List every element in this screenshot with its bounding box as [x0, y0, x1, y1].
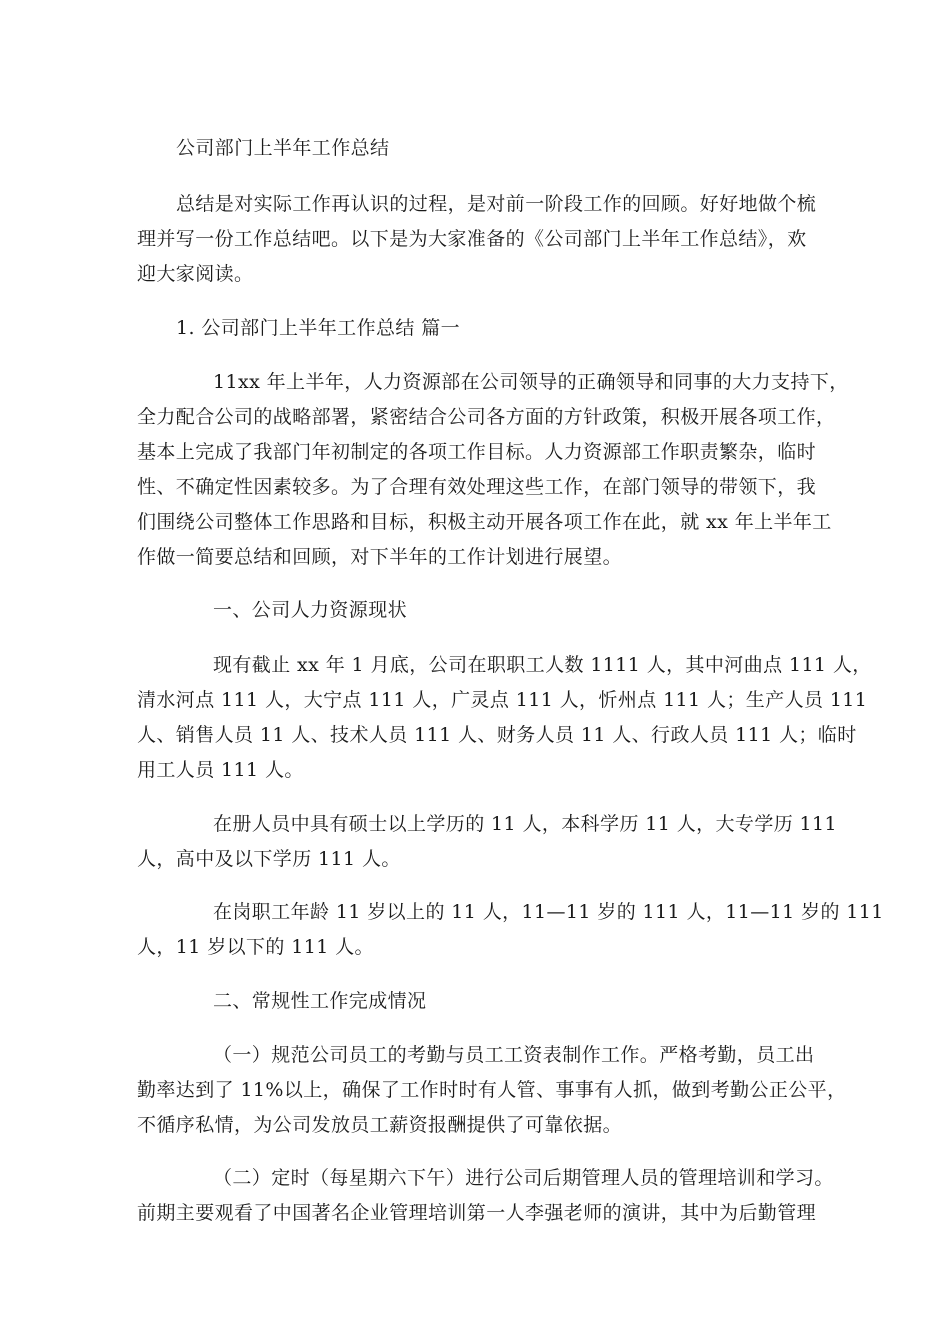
text-line: 不循序私情，为公司发放员工薪资报酬提供了可靠依据。 — [137, 1114, 623, 1136]
text-line: 作做一简要总结和回顾，对下半年的工作计划进行展望。 — [137, 546, 623, 568]
text-line: 在册人员中具有硕士以上学历的 11 人，本科学历 11 人，大专学历 111 — [213, 813, 838, 835]
text-line: 前期主要观看了中国著名企业管理培训第一人李强老师的演讲，其中为后勤管理 — [137, 1202, 817, 1224]
text-line: 在岗职工年龄 11 岁以上的 11 人，11—11 岁的 111 人，11—11 岁的 111 — [213, 901, 884, 923]
section-heading: 1. 公司部门上半年工作总结 篇一 — [176, 317, 461, 339]
text-line: 性、不确定性因素较多。为了合理有效处理这些工作，在部门领导的带领下，我 — [137, 476, 817, 498]
subheading-hr-status: 一、公司人力资源现状 — [213, 599, 408, 621]
text-line: （二）定时（每星期六下午）进行公司后期管理人员的管理培训和学习。 — [213, 1167, 834, 1189]
text-line: 基本上完成了我部门年初制定的各项工作目标。人力资源部工作职责繁杂，临时 — [137, 441, 817, 463]
text-line: （一）规范公司员工的考勤与员工工资表制作工作。严格考勤，员工出 — [213, 1044, 815, 1066]
text-line: 理并写一份工作总结吧。以下是为大家准备的《公司部门上半年工作总结》，欢 — [137, 228, 807, 250]
document-title: 公司部门上半年工作总结 — [176, 137, 390, 159]
subheading-routine-work: 二、常规性工作完成情况 — [213, 990, 427, 1012]
text-line: 们围绕公司整体工作思路和目标，积极主动开展各项工作在此，就 xx 年上半年工 — [137, 511, 832, 533]
text-line: 现有截止 xx 年 1 月底，公司在职职工人数 1111 人，其中河曲点 111 人， — [213, 654, 872, 676]
text-line: 人、销售人员 11 人、技术人员 111 人、财务人员 11 人、行政人员 111 人；临时 — [137, 724, 857, 746]
text-line: 迎大家阅读。 — [137, 263, 254, 285]
text-line: 11xx 年上半年，人力资源部在公司领导的正确领导和同事的大力支持下， — [213, 371, 849, 393]
text-line: 人，高中及以下学历 111 人。 — [137, 848, 401, 870]
text-line: 清水河点 111 人，大宁点 111 人，广灵点 111 人，忻州点 111 人；生产人员 111 — [137, 689, 868, 711]
text-line: 人，11 岁以下的 111 人。 — [137, 936, 374, 958]
text-line: 总结是对实际工作再认识的过程，是对前一阶段工作的回顾。好好地做个梳 — [176, 193, 817, 215]
text-line: 用工人员 111 人。 — [137, 759, 304, 781]
text-line: 勤率达到了 11%以上，确保了工作时时有人管、事事有人抓，做到考勤公正公平， — [137, 1079, 847, 1101]
text-line: 全力配合公司的战略部署，紧密结合公司各方面的方针政策，积极开展各项工作， — [137, 406, 836, 428]
